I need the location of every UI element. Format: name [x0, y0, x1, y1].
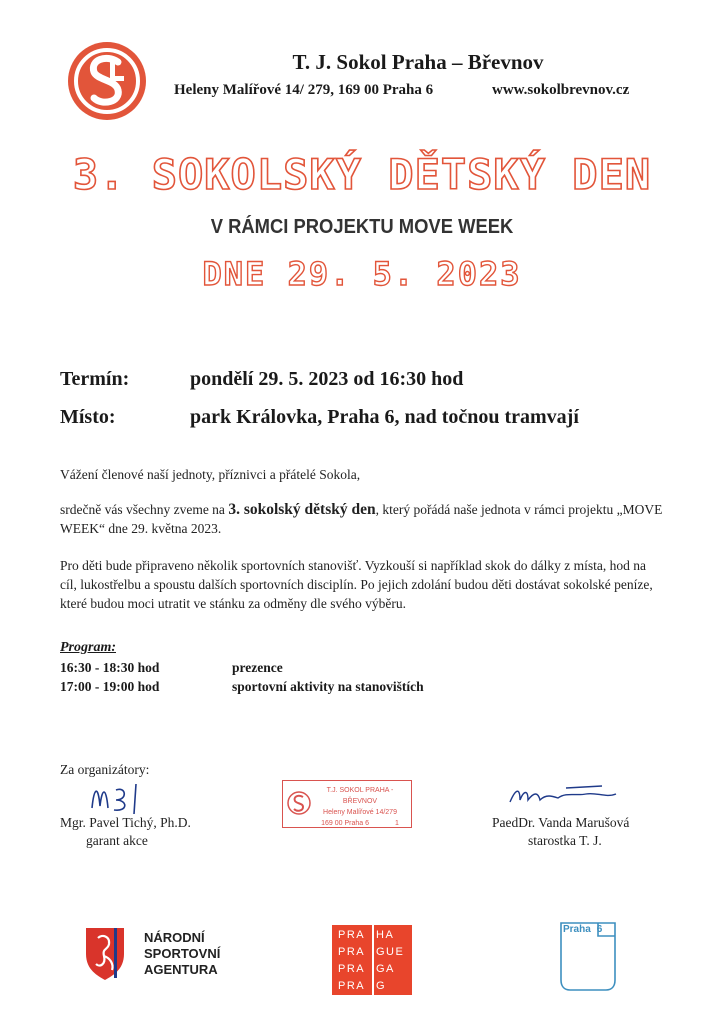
praha-logo-divider: [372, 925, 374, 995]
term-label: Termín:: [60, 368, 130, 390]
invite-pre: srdečně vás všechny zveme na: [60, 502, 229, 517]
program-time: 16:30 - 18:30 hod: [60, 660, 160, 675]
praha-right-line: GUE: [376, 946, 405, 958]
event-date-title: DNE 29. 5. 2023: [202, 255, 522, 293]
organizers-intro: Za organizátory:: [60, 762, 150, 777]
nsa-line-1: NÁRODNÍ: [144, 930, 205, 945]
sokol-logo-icon: [66, 40, 148, 122]
nsa-logo-text: [144, 930, 220, 978]
praha6-number: 6: [596, 924, 603, 935]
event-title: 3. SOKOLSKÝ DĚTSKÝ DEN: [72, 150, 652, 199]
praha-left-line: PRA: [338, 929, 366, 941]
praha-left-line: PRA: [338, 980, 366, 992]
praha-left-line: PRA: [338, 946, 366, 958]
program-heading: Program:: [60, 640, 116, 655]
org-address: Heleny Malířové 14/ 279, 169 00 Praha 6: [174, 82, 434, 98]
signature-right-icon: [506, 784, 628, 808]
nsa-line-3: AGENTURA: [144, 962, 218, 977]
praha6-logo: [560, 922, 616, 992]
stamp-logo-icon: [287, 791, 311, 815]
stamp-line-2: Heleny Malířové 14/279: [323, 809, 397, 816]
term-value: pondělí 29. 5. 2023 od 16:30 hod: [190, 368, 464, 390]
praha-right-line: GA: [376, 963, 395, 975]
invite-post: , který pořádá naše jednota v rámci projektu „MOVE WEEK“ dne 29. května 2023.: [60, 502, 663, 536]
praha-right-line: HA: [376, 929, 395, 941]
organization-stamp: [282, 780, 412, 828]
praha-logo: [332, 925, 412, 995]
org-name: T. J. Sokol Praha – Břevnov: [292, 50, 544, 74]
praha6-label: Praha: [563, 924, 591, 935]
stamp-line-1: T.J. SOKOL PRAHA - BŘEVNOV: [326, 787, 394, 805]
stamp-line-3: 169 00 Praha 6: [321, 820, 369, 827]
right-signatory-name: PaedDr. Vanda Marušová: [492, 815, 630, 830]
nsa-line-2: SPORTOVNÍ: [144, 946, 221, 961]
greeting: Vážení členové naší jednoty, příznivci a přátelé Sokola,: [60, 467, 361, 482]
praha-left-line: PRA: [338, 963, 366, 975]
right-signatory-role: starostka T. J.: [528, 833, 602, 848]
description-paragraph: Pro děti bude připraveno několik sportovních stanovišť. Vyzkouší si například skok do dálky z místa, hod na cíl, lukostřelbu a spoustu dalších sportovních disciplín. Po jejich zdolání budou děti dostávat sokolské peníze, které budou moci utratit ve stánku za odměny dle svého výběru.: [60, 558, 653, 611]
invitation-paragraph: [60, 500, 664, 538]
org-website[interactable]: www.sokolbrevnov.cz: [492, 82, 630, 98]
nsa-lion-icon: [82, 924, 128, 982]
event-subtitle: V RÁMCI PROJEKTU MOVE WEEK: [210, 216, 514, 238]
left-signatory-name: Mgr. Pavel Tichý, Ph.D.: [60, 815, 191, 830]
stamp-number: 1: [394, 820, 399, 827]
program-activity: prezence: [232, 660, 283, 675]
program-activity: sportovní aktivity na stanovištích: [232, 679, 424, 694]
praha-right-line: G: [376, 980, 387, 992]
place-value: park Královka, Praha 6, nad točnou tramvají: [190, 406, 579, 428]
program-time: 17:00 - 19:00 hod: [60, 679, 160, 694]
signature-left-icon: [86, 778, 166, 818]
place-label: Místo:: [60, 406, 116, 428]
invite-event-name: 3. sokolský dětský den: [228, 501, 376, 518]
left-signatory-role: garant akce: [86, 833, 148, 848]
